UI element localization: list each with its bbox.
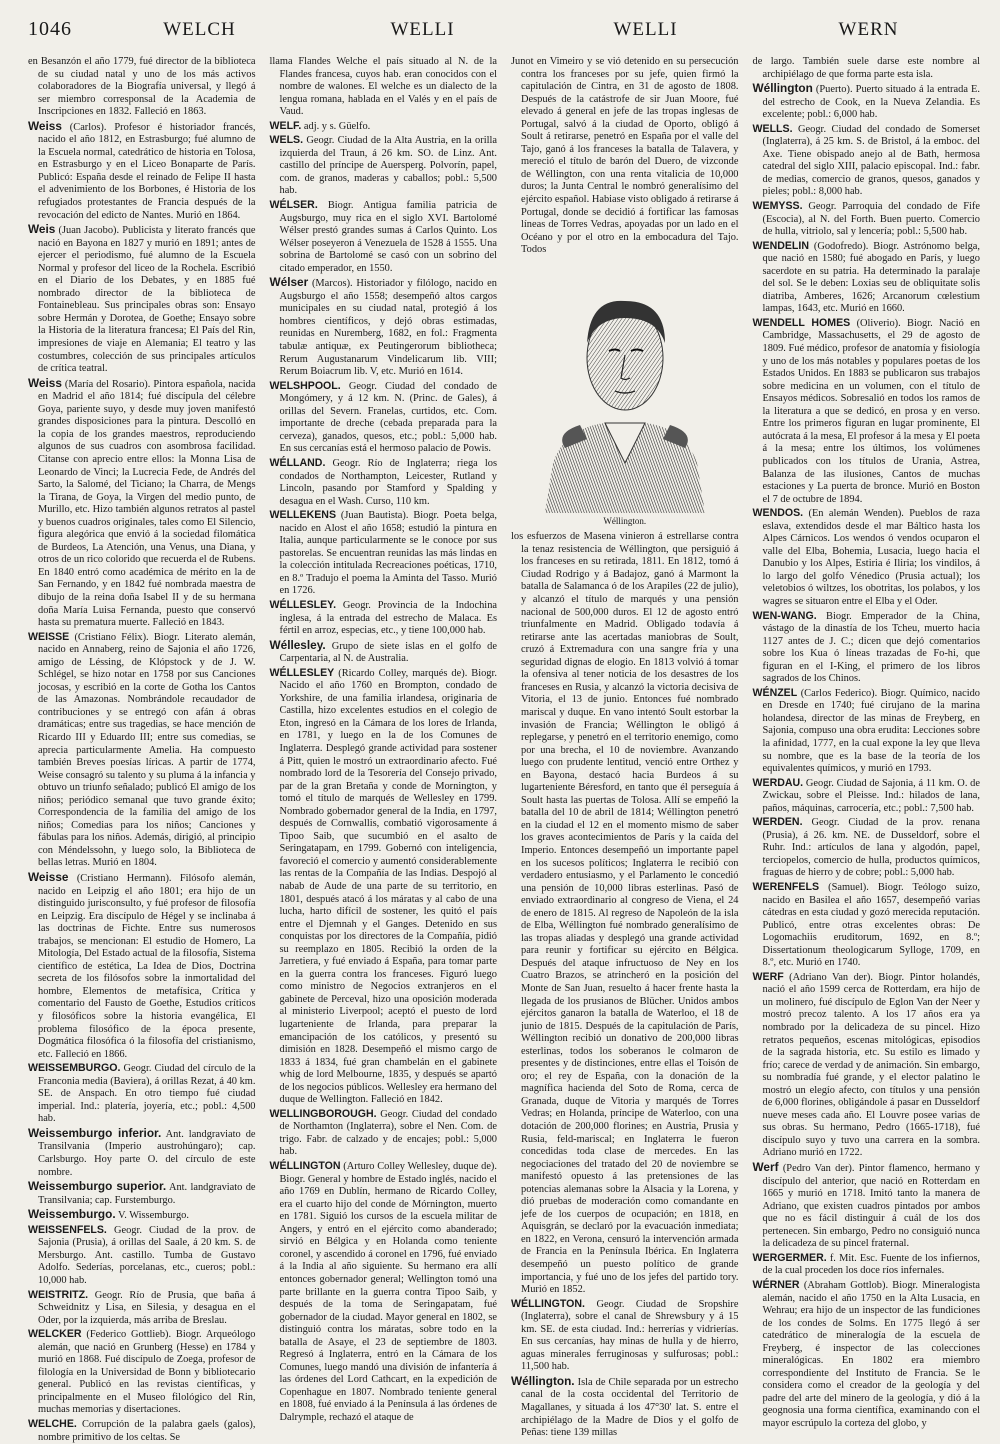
dictionary-entry [28, 56, 256, 119]
dictionary-entry [511, 1298, 739, 1374]
dictionary-entry [270, 276, 498, 378]
dictionary-entry [270, 457, 498, 508]
dictionary-entry [270, 380, 498, 456]
dictionary-entry [28, 1418, 256, 1444]
entry-headword: WELSHPOOL. [269, 379, 341, 392]
entry-headword: WEMYSS. [752, 200, 803, 213]
entry-text: (Ricardo Colley, marqués de). Biogr. Nacido el año 1760 en Brompton, condado de Yorkshire, de una familia irlandesa, originaria de Castilla, hizo excelentes estudios en el colegio de Eton, ingresó en la Cámara de los lores de Irlanda, en 1781, y luego en la de los Comunes de Inglaterra. Desplegó grande actividad para sostener á Pitt, quien le mostró un extraordinario afecto. Fué nombrado lord de la Tesorería del Consejo privado, par de la gran Bretaña y conde de Mornington, y tomó el título de marqués de Wellesley en 1799. Nombrado gobernador general de la India, en 1797, después de Cornwallis, combatió vigorosamente á Tipoo Saib, que sucumbió en el asalto de Seringatapam, en 1799. Gobernó con inteligencia, favoreció el comercio y aumentó considerablemente las rentas de la Compañía de las Indias. Despojó al nabab de Aude de una parte de su territorio, en 1801, después atacó á los máratas y al cabo de una lucha, harto difícil de sostener, les quitó el país entre el Djemnah y el Ganges. Detenido en sus conquistas por los directores de la Compañía, pidió su reemplazo en 1805. Recibió la orden de la Jarretiera, y fué enviado á España, para tomar parte en la guerra contra los franceses. Figuró luego como ministro de Negocios extranjeros en el gabinete de Perceval, hizo una oposición moderada al ministerio Liverpool; aceptó el puesto de lord lugarteniente de Irlanda, para preparar la emancipación de los católicos, y presentó su dimisión en 1828. Desempeñó el mismo cargo de 1833 á 1834, fué gran chambelán en el gabinete whig de lord Melbourne, 1835, y después se apartó de los negocios públicos. Wellesley era hermano del duque de Wellington. Falleció en 1842. [279, 667, 497, 1106]
entry-text: (En alemán Wenden). Pueblos de raza eslava, extendidos desde el mar Báltico hasta los Alpes Cárnicos. Los wendos ó vendos ocuparon el valle del Elba, Bohemia, Lusacia, luego hacia el Danubio y los Alpes, Estiria é Iliria; los vindilos, á lo largo del golfo Vénedico (Prusia actual); los veletobios ó wiltzes, los obotritas, los polabos, y los wagres se situaron entre el Elba y el Oder. [762, 508, 980, 607]
entry-text: Ant. landgraviato de Transilvania; cap. Furstemburgo. [38, 1182, 256, 1206]
entry-headword: Weiss [28, 375, 62, 390]
dictionary-entry [270, 134, 498, 198]
entry-text: (Puerto). Puerto situado á la entrada E. del estrecho de Cook, en la Nueva Zelandia. Es excelente; pobl.: 6,000 hab. [762, 84, 980, 121]
entry-headword: WEISTRITZ. [28, 1288, 89, 1301]
entry-text: V. Wissemburgo. [118, 1210, 189, 1222]
entry-headword: WERDAU. [752, 776, 804, 789]
entry-text: (Juan Jacobo). Publicista y literato francés que nació en Bayona en 1827 y murió en 1891; antes de ejercer el periodismo, fué alumno de la Escuela Normal y profesor del liceo de la Rochela. Escribió en el Diario de los Debates, y en 1885 fué nombrado director de la biblioteca de Fontainebleau. Sus principales obras son: Ensayo sobre Hermán y Dorotea, de Goethe; Ensayo sobre la Historia de la literatura francesa; El País del Rin, impresiones de viaje en Alemania; El teatro y las costumbres, colección de sus principales artículos de crítica teatral. [38, 225, 256, 375]
dictionary-entry [753, 777, 981, 816]
entry-text: Grupo de siete islas en el golfo de Carpentaria, al N. de Australia. [279, 640, 497, 665]
entry-headword: WÉLLESLEY. [269, 598, 337, 611]
dictionary-entry [28, 1208, 256, 1223]
entry-text: Geogr. Parroquia del condado de Fife (Escocia), al N. del Forth. Buen puerto. Comercio de hulla, vitriolo, sal y lencería; pobl.: 5,500 hab. [762, 201, 980, 238]
dictionary-entry [511, 56, 739, 257]
entry-headword: WEN-WANG. [752, 609, 817, 622]
entry-headword: WÉLLESLEY [269, 666, 335, 679]
dictionary-entry [753, 816, 981, 880]
entry-text: (Godofredo). Biogr. Astrónomo belga, que nació en 1580; fué abogado en París, y luego sacerdote en su patria. Ha determinado la paralaje del sol. Se le deben: Loxias seu de obliquitate solis diatriba, Amberes, 1626; Arcanorum cœlestium lampas, 1643, etc. Murió en 1660. [762, 240, 980, 315]
entry-headword: Wélser [269, 275, 309, 290]
dictionary-entry [28, 1180, 256, 1207]
portrait-caption: Wéllington. [603, 515, 647, 526]
entry-text: Geogr. Ciudad del condado de Mongómery, y á 12 km. N. (Princ. de Gales), á orillas del Severn. Franelas, curtidos, etc. Com. importante de dreche (cebada preparada para la cerveza), ganados, quesos, etc.; pobl.: 5,000 hab. En sus cercanías está el hermoso palacio de Powis. [279, 380, 497, 455]
page-header [28, 18, 980, 52]
dictionary-entry [270, 509, 498, 598]
entry-text: Geogr. Ciudad de Sropshire (Inglaterra), sobre el canal de Shrewsbury y á 15 km. SE. de esta ciudad. Ind.: herrerías y vidrierías. En sus cercanías, hay minas de hulla y de hierro, aguas minerales ferruginosas y sulfurosas; pobl.: 11,500 hab. [521, 1298, 739, 1373]
dictionary-entry [753, 687, 981, 776]
portrait-engraving [525, 263, 725, 513]
dictionary-entry [28, 377, 256, 630]
dictionary-entry [753, 1279, 981, 1431]
guide-word: WELLI [613, 19, 678, 40]
entry-headword: Weissemburgo. [28, 1207, 116, 1222]
entry-headword: WELF. [269, 119, 302, 132]
dictionary-entry [270, 639, 498, 666]
dictionary-entry [28, 1328, 256, 1417]
entry-headword: WEISSE [28, 630, 70, 643]
entry-text: (Marcos). Historiador y filólogo, nacido en Augsburgo el año 1558; desempeñó altos cargos municipales en su ciudad natal, protegió á los hombres científicos, y dejó obras estimadas, reunidas en Nuremberg, 1682, en fol.: Fragmenta tabulæ antiquæ, ex Peutingerorum bibliotheca; Rerum Augustanarum Vindelicarum lib. VIII; Rerum Boiacrum lib. V, etc. Murió en 1614. [279, 278, 497, 378]
dictionary-entry [753, 507, 981, 608]
entry-headword: WELLINGBOROUGH. [269, 1107, 377, 1120]
dictionary-entry [270, 120, 498, 134]
entry-text: Geogr. Río de Prusia, que baña á Schweidnitz y Lisa, en Silesia, y desagua en el Oder, por la izquierda, más arriba de Breslau. [38, 1289, 256, 1326]
entry-headword: WELLS. [752, 122, 793, 135]
entry-text: Geogr. Ciudad del círculo de la Franconia media (Baviera), á orillas Rezat, á 40 km. SE. de Anspach. En otro tiempo fué ciudad imperial. Ind.: platería, joyería, etc.; pobl.: 4,500 hab. [38, 1063, 256, 1125]
dictionary-entry [270, 1160, 498, 1424]
entry-headword: WÉLLINGTON. [511, 1297, 585, 1310]
guide-word: WERN [838, 19, 899, 40]
entry-text: Geogr. Ciudad de la Alta Austria, en la orilla izquierda del Traun, á 26 km. SO. de Linz. Ant. castillo del príncipe de Auersperg. Polvorín, papel, com. de granos, maderas y caballos; pobl.: 5,500 hab. [279, 135, 497, 197]
entry-text: (Arturo Colley Wellesley, duque de). Biogr. General y hombre de Estado inglés, nacido el año 1769 en Dublín, hermano de Ricardo Colley, era el cuarto hijo del conde de Mórnington, muerto en 1781. Siguió los cursos de la escuela militar de Angers, y entró en el ejército como abanderado; sirvió en Bélgica y en Holanda como teniente coronel, y ascendido á coronel en 1796, fué enviado á la India al año siguiente. Su hermano era allí entonces gobernador general; Wellington tomó una parte brillante en la guerra contra Tipoo Saib, y después de la toma de Seringapatam, fué gobernador de la ciudad. Mayor general en 1802, se distinguió contra los máratas, sobre todo en la batalla de Asaye, el 23 de septiembre de 1803. Regresó á Inglaterra, entró en la Cámara de los Comunes, luego mandó una división de infantería á las órdenes del Lord Cathcart, en la expedición de Copenhague en 1807. Nombrado teniente general en 1808, fué enviado á la Península á las órdenes de Dalrymple, rechazó el ataque de [279, 1161, 497, 1423]
dictionary-entry [511, 531, 739, 1296]
dictionary-entry [753, 1161, 981, 1251]
entry-text: Biogr. Antigua familia patricia de Augsburgo, muy rica en el siglo XVI. Bartolomé Wélser prestó grandes sumas á Carlos Quinto. Los Wélser poseyeron á Venezuela de 1528 á 1555. Una sobrina de Bartolomé se casó con un sobrino del citado emperador, en 1550. [279, 200, 497, 274]
dictionary-entry [753, 56, 981, 81]
column-2 [269, 56, 498, 1423]
dictionary-entry [753, 240, 981, 316]
entry-text: adj. y s. Güelfo. [303, 120, 371, 132]
entry-headword: WELCKER [28, 1328, 82, 1341]
entry-text: Geogr. Río de Inglaterra; riega los condados de Northampton, Leicester, Rutland y Lincoln, pasando por Stamford y Spalding y desagua en el Wash. Curso, 110 km. [279, 457, 497, 507]
dictionary-entry [28, 1224, 256, 1288]
entry-text: (Pedro Van der). Pintor flamenco, hermano y discípulo del anterior, que nació en Rotterdam en 1665 y murió en 1718. Imitó tanto la manera de Adriano, que existen cuadros pintados por ambos que no es fácil distinguir á cuál de los dos pertenecen. Sin embargo, Pedro no consiguió nunca la delicadeza de su pincel fraternal. [762, 1163, 980, 1250]
entry-headword: Weissemburgo inferior. [28, 1125, 162, 1140]
entry-text: Geogr. Ciudad del condado de Somerset (Inglaterra), á 25 km. S. de Bristol, á la emboc. del Axe. Tiene obispado anejo al de Bath, hermosa catedral del siglo XIII, palacio episcopal. Ind.: fabr. de medias, comercio de granos, quesos, ganados y pieles; pobl.: 8,000 hab. [762, 123, 980, 198]
entry-headword: Weisse [28, 870, 69, 884]
dictionary-entry [28, 1289, 256, 1328]
dictionary-entry [270, 599, 498, 638]
dictionary-entry [753, 1252, 981, 1278]
column-3 [511, 56, 739, 1439]
entry-headword: Weis [28, 222, 56, 237]
dictionary-entry [753, 610, 981, 686]
dictionary-entry [753, 123, 981, 199]
entry-text: Corrupción de la palabra gaels (galos), nombre primitivo de los celtas. Se [38, 1418, 256, 1443]
entry-headword: WELCHE. [28, 1417, 77, 1430]
entry-text: Ant. landgraviato de Transilvania (Imperio austrohúngaro); cap. Carlsburgo. Hoy parte O. del círculo de este nombre. [38, 1128, 256, 1178]
dictionary-entry [270, 199, 498, 275]
dictionary-entry [270, 1108, 498, 1159]
dictionary-entry [28, 871, 256, 1061]
entry-headword: WELLEKENS [269, 509, 337, 522]
entry-text: (Juan Bautista). Biogr. Poeta belga, nacido en Alost el año 1658; estudió la pintura en Italia, aunque particularmente se le conoce por sus pastorelas. Se encuentran reunidas las más lindas en la colección intitulada Recreaciones poéticas, 1710, en 8.º Tradujo el poema la Aminta del Tasso. Murió en 1726. [279, 510, 497, 597]
dictionary-entry [753, 200, 981, 239]
entry-text: (Adriano Van der). Biogr. Pintor holandés, nació el año 1599 cerca de Rotterdam, era hijo de un molinero, fué discípulo de Eglon Van der Neer y mostró precoz talento. A los 17 años era ya nombrado por la delicadeza de su pincel. Hizo retratos pequeños, escenas mitológicas, episodios de la sagrada historia, etc. Su estilo es limado y frío; carece de verdad y de animación. Sin embargo, su nombradía fué grande, y el elector palatino le mostró un elegío afecto, con títulos y una pensión de 6,000 florines, obligándole á pasar en Dusseldorf nueve meses cada año. El Louvre posee varias de sus obras. Su hermano, Pedro (1665-1718), fué discípulo suyo y tuvo una carrera en la sombra. Adriano murió en 1722. [762, 971, 980, 1159]
entry-text: (Carlos Federico). Biogr. Químico, nacido en Dresde en 1740; fué cirujano de la marina holandesa, director de las minas de Freyberg, en Sajonia, compuso una obra erudita: Lecciones sobre la afinidad, 1777, en la cual expone la ley que lleva su nombre, que es la base de la teoría de los equivalentes químicos, y murió en 1793. [762, 687, 980, 775]
entry-headword: Weissemburgo superior. [28, 1179, 167, 1194]
entry-headword: WÉLLAND. [269, 456, 326, 469]
dictionary-entry [270, 56, 498, 119]
dictionary-entry [753, 317, 981, 506]
dictionary-entry [28, 1062, 256, 1126]
entry-headword: Wéllington [752, 81, 813, 96]
entry-text: Geogr. Ciudad del condado de Northamton (Inglaterra), sobre el Nen. Com. de trigo. Fabr. de calzado y de encajes; pobl.: 5,000 hab. [279, 1108, 497, 1158]
entry-headword: WERGERMER. [752, 1251, 827, 1264]
entry-headword: WERENFELS [752, 881, 820, 893]
entry-text: Geogr. Provincia de la Indochina inglesa, á la entrada del estrecho de Malaca. Es fértil en arroz, especias, etc., y tiene 100,000 hab. [279, 599, 497, 637]
entry-text: de largo. También suele darse este nombre al archipiélago de que forma parte esta isla. [752, 56, 980, 80]
text-columns [28, 56, 981, 1443]
entry-text: (Abraham Gottlob). Biogr. Mineralogista alemán, nacido el año 1750 en la Alta Lusacia, en Wehrau; era hijo de un inspector de las fundiciones de los condes de Solms. En 1775 llegó á ser catedrático de mineralogía de la escuela de Freyberg, é inspector de las colecciones mineralógicas. En 1802 era miembro correspondiente del Instituto de Francia. Se le considera como el creador de la geología y del padre del arte del minero de la geología, y dió á la geognosia una forma científica, examinando con el mayor escrúpulo la corteza del globo, y [762, 1279, 980, 1429]
entry-text: (Carlos). Profesor é historiador francés, nacido el año 1812, en Estrasburgo; fué alumno de la Escuela normal, catedrático de historia en Tolosa, en Estrasburgo y en el Liceo Bonaparte de París. Publicó: España desde el reinado de Felipe II hasta el advenimiento de los Borbones, é Historia de los refugiados protestantes de Francia después de la revocación del edicto de Nantes. Murió en 1864. [38, 121, 256, 221]
entry-text: (Oliverio). Biogr. Nació en Cambridge, Massachusetts, el 29 de agosto de 1809. Fué médico, profesor de anatomía y fisiología y uno de los más notables y populares poetas de los Estados Unidos. En 1883 se publicaron sus trabajos sobre medicina en un volumen, con el título de Ensayos médicos. Sobresalió en todos los ramos de la literatura a que se dedicó, en prosa y en verso. Entre los primeros figuran en lugar prominente, El autócrata á la mesa, El profesor á la mesa y El poeta á la mesa; entre los últimos, los volúmenes publicados con los títulos de Urania, Astrea, Balanza de las ilusiones, Cantos de muchas estaciones y La puerta de bronce. Murió en Boston el 7 de octubre de 1894. [762, 317, 981, 505]
entry-headword: Wéllington. [511, 1373, 575, 1388]
entry-text: (María del Rosario). Pintora española, nacida en Madrid el año 1814; fué discípula del célebre Goya, pariente suyo, y desde muy joven manifestó grandes disposiciones para la pintura. Descolló en la copia de los grandes maestros, reproduciendo algunos de sus cuadros con asombrosa facilidad. Citanse con aprecio entre ellos: la Monna Lisa de Leonardo de Vinci; la Lucrecia Fede, de Andrés del Sarto, la Salomé, del Ticiano; la Charra, de Mengs la Tirana, de Goya, la Virgen del medio punto, de Murillo, etc. Hizo también algunos retratos al pastel y buenos cuadros originales, tales como El Silencio, figura alegórica que envió á la sociedad filomática de Burdeos, La Atención, una Venus, una Diana, y otros de un rico colorido que recuerda el de Rubens. En 1840 entró como académica de mérito en la de San Fernando, y en 1842 fué nombrada maestra de dibujo de la reina doña Isabel II y de su hermana doña María Luisa Fernanda, puesto que conservó hasta su prematura muerte. Falleció en 1843. [38, 378, 256, 629]
dictionary-entry [753, 82, 981, 122]
entry-text: f. Mit. Esc. Fuente de los infiernos, de la cual proceden los doce ríos infernales. [762, 1252, 980, 1277]
entry-headword: WEISSENFELS. [28, 1223, 107, 1236]
entry-text: los esfuerzos de Masena vinieron á estrellarse contra la tenaz resistencia de Wéllington, que persiguió á los franceses en su retirada, 1811. En 1812, tomó á Ciudad Rodrigo y á Badajoz, ganó á Marmont la batalla de Salamanca ó de los Arapiles (22 de julio), y alcanzó el título de marqués y una pensión nacional de 500,000 duros. El 12 de agosto entró triunfalmente en Madrid. Obligado todavía á retirarse ante las acertadas maniobras de Soult, cruzó á Extremadura con una sangre fría y una seguridad dignas de elogio. En 1813 volvió á tomar la ofensiva al tener noticia de los desastres de los franceses en Rusia, y alcanzó la victoria decisiva de Vitoria, el 13 de junio. Entonces fué nombrado mariscal y duque. En vano intentó Soult estorbar la invasión de Francia; Wéllington le obligó á replegarse, y penetró en el territorio enemigo, como por una brecha, el 10 de noviembre. Avanzando luego con prudente lentitud, venció entre Orthez y en Bayona, destacó hacia Burdeos á su lugarteniente Béresford, en tanto que él perseguía á Soult hasta las puertas de Tolosa. Allí se empeñó la batalla del 10 de abril de 1814; Wéllington penetró en la ciudad el 12 en el momento mismo de saber los graves acontecimientos de París y la caída del Imperio. Entonces desempeñó un importante papel en los sucesos políticos; Inglaterra le recibió con verdadero entusiasmo, y el Parlamento le concedió una pensión de 10,000 libras esterlinas. Pasó de enviado extraordinario al congreso de Viena, el 24 de enero de 1815. Al regreso de Napoleón de la isla de Elba, Wéllington fué nombrado generalísimo de las tropas aliadas y desplegó una grande actividad para reunir y fortificar su ejército en Bélgica. Después del ataque infructuoso de Ney en los Cuatro Brazos, se atrincheró en la posición del Monte de San Juan, resuelto á hacer frente hasta la llegada de los prusianos de Blücher. Unidos ambos ejércitos ganaron la batalla de Waterloo, el 18 de junio de 1815. Después de la capitulación de París, Wéllington recibió un donativo de 200,000 libras esterlinas, todos los soberanos le colmaron de presentes y de distinciones, entre ellas el Toisón de oro; el rey de España, con la donación de la magnífica hacienda del Soto de Roma, cerca de Granada, duque de Vitoria y marqués de Torres Vedras; en Holanda, príncipe de Waterloo, con una dotación de 200,000 florines; en Austria, Prusia y Rusia, feld-mariscal; en Inglaterra le fueron concedidas toda clase de mercedes. En las negociaciones del tratado del 20 de noviembre se manifestó opuesto á las pretensiones de las potencias alemanas sobre la Alsacia y la Lorena, y dió pruebas de moderación como comandante en jefe de los cuerpos de ocupación; en 1818, en Aquisgrán, se declaró por la evacuación inmediata; en 1822, en Verona, censuró la intervención armada de Francia en la Península Ibérica. En Inglaterra desempeñó un puesto político de grande importancia, y fué uno de los jefes del partido tory. Murió en 1852. [511, 531, 739, 1296]
dictionary-entry [753, 881, 981, 970]
entry-text: (Cristiano Hermann). Filósofo alemán, nacido en Leipzig el año 1801; era hijo de un distinguido jurisconsulto, y fué profesor de filosofía en Leipzig. Era discípulo de Hégel y se inclinaba á las doctrinas de Fichte. Entre sus numerosos trabajos, se mencionan: El estudio de Homero, La Mitología, Del Estado actual de la filosofía, Sistema científico de estética, La Idea de Dios, Doctrina secreta de los filósofos sobre la inmortalidad del hombre, Elementos de metafísica, Crítica y comentario del Fausto de Goethe, Estudios críticos y filosóficos sobre la historia evangélica, El problema filosófico de la época presente, Dogmática filosófica ó la filosofía del cristianismo, etc. Falleció en 1866. [38, 873, 256, 1060]
entry-headword: WELS. [269, 134, 304, 147]
dictionary-entry [28, 120, 256, 222]
entry-headword: WÉNZEL [752, 686, 798, 699]
page-number: 1046 [28, 18, 72, 40]
guide-word: WELLI [390, 19, 455, 40]
entry-headword: WENDELIN [752, 239, 809, 252]
entry-text: (Federico Gottlieb). Biogr. Arqueólogo alemán, que nació en Grunberg (Hesse) en 1784 y murió en 1868. Fué discípulo de Zoega, profesor de filología en la Universidad de Bonn y bibliotecario general. Publicó en las revistas científicas, y principalmente en el Museo filológico del Rin, muchas memorias y disertaciones. [38, 1329, 256, 1416]
dictionary-entry [511, 1375, 739, 1440]
entry-text: (Samuel). Biogr. Teólogo suizo, nacido en Basilea el año 1657, desempeñó varias cátedras en esta ciudad y gozó merecida reputación. Publicó, entre otras excelentes obras: De Logomachiis eruditorum, 1692, en 8.º; Dissertationum theologicarum Sylloge, 1709, en 8.º, etc. Murió en 1740. [762, 882, 980, 969]
entry-headword: WERDEN. [752, 816, 803, 829]
portrait-figure [511, 263, 739, 513]
entry-headword: Wéllesley. [269, 637, 326, 652]
entry-headword: WENDELL HOMES [752, 316, 851, 329]
entry-text: Geogr. Ciudad de la prov. de Sajonia (Prusia), á orillas del Saale, á 20 km. S. de Mersburgo. Ant. castillo. Tumba de Gustavo Adolfo. Sederías, porcelanas, etc., cueros; pobl.: 10,000 hab. [38, 1224, 256, 1286]
entry-headword: WÉLSER. [269, 199, 318, 212]
entry-headword: WÉLLINGTON [269, 1160, 341, 1173]
entry-headword: WEISSEMBURGO. [28, 1062, 121, 1075]
entry-text: en Besanzón el año 1779, fué director de la biblioteca de su ciudad natal y uno de los más activos colaboradores de la Biografía universal, y llegó á ser miembro corresponsal de la Academia de Inscripciones en 1832. Falleció en 1863. [28, 56, 256, 118]
dictionary-entry [270, 667, 498, 1107]
entry-headword: WENDOS. [752, 507, 804, 520]
dictionary-entry [753, 971, 981, 1160]
entry-headword: Weiss [28, 118, 62, 133]
entry-text: Biogr. Emperador de la China, vástago de la dinastía de los Tcheu, muerto hacia 1127 antes de J. C.; dicen que dejó comentarios sobre los Kua ó líneas trazadas de Fo-hi, que figuran en el I-King, el primero de los libros sagrados de los Chinos. [762, 610, 980, 685]
guide-word: WELCH [163, 19, 236, 40]
entry-headword: Werf [752, 1160, 779, 1175]
entry-text: Geogr. Ciudad de Sajonia, á 11 km. O. de Zwickau, sobre el Pleisse. Ind.: hilados de lana, paños, máquinas, carrocería, etc.; pobl.: 7,500 hab. [762, 777, 980, 814]
entry-text: llama Flandes Welche el país situado al N. de la Flandes francesa, cuyos hab. eran conocidos con el nombre de walones. El welche es un dialecto de la lengua romana, hablada en el Valés y en el país de Vaud. [269, 56, 497, 118]
column-1 [28, 56, 256, 1443]
dictionary-entry [28, 223, 256, 376]
entry-text: (Cristiano Félix). Biogr. Literato alemán, nacido en Annaberg, reino de Sajonia el año 1726, amigo de Léssing, de Klópstock y de J. W. Schlégel, se hizo notar en 1758 por sus Canciones jocosas, y escribió en la corte de Gotha los Cantos de las Amazonas. Nombrándole recaudador de contribuciones y se entregó con afán á obras dramáticas; entre sus tragedias, se hace mención de Ricardo III y Eduardo III; entre sus comedias, se aprecia particularmente Amelia. Ha compuesto también Breves poesías líricas. A partir de 1774, Weise consagró su talento y su pluma á la infancia y obtuvo un triunfo señalado; publicó El amigo de los niños; periódico semanal que tuvo grande éxito; Correspondencia de la familia del amigo de los niños; Comedias para los niños; Canciones y fábulas para los niños. Además, dirigió, al principio con Méndelssohn, y luego solo, la Biblioteca de bellas letras. Murió en 1804. [38, 631, 256, 869]
entry-text: Isla de Chile separada por un estrecho canal de la costa occidental del Territorio de Magallanes, y situada á los 47°30' lat. S. entre el archipiélago de la Madre de Dios y el golfo de Peñas: tiene 139 millas [521, 1376, 739, 1439]
entry-text: Geogr. Ciudad de la prov. renana (Prusia), á 26. km. NE. de Dusseldorf, sobre el Ruhr. Ind.: artículos de lana y algodón, papel, terciopelos, comercio de hulla, productos químicos, fraguas de hierro y de cobre; pobl.: 5,000 hab. [762, 817, 980, 879]
entry-headword: WÉRNER [752, 1278, 800, 1291]
entry-headword: WERF [752, 970, 784, 983]
dictionary-entry [28, 1127, 256, 1179]
dictionary-entry [28, 631, 256, 870]
entry-text: Junot en Vimeiro y se vió detenido en su persecución contra los franceses por su jefe, quien firmó la capitulación de Cintra, en 31 de agosto de 1808. Después de la catástrofe de sir Juan Moore, fué elevado á general en jefe de las tropas inglesas de Portugal, salvó á la ciudad de Oporto, obligó á Soult á retirarse, penetró en España por el valle del Tajo, ganó á los franceses la batalla de Talavera, y mereció el título de barón del Duero, de vizconde de Wéllington, con una renta vitalicia de 10,000 duros; la Junta Central le nombró generalísimo del ejército español. Habiase visto obligado á retirarse á Portugal, donde se decidió á fortificar las famosas líneas de Torres Vedras, apoyadas por un lado en el Océano y por el otro en la embocadura del Tajo. Todos [511, 56, 739, 256]
column-4 [752, 56, 981, 1429]
